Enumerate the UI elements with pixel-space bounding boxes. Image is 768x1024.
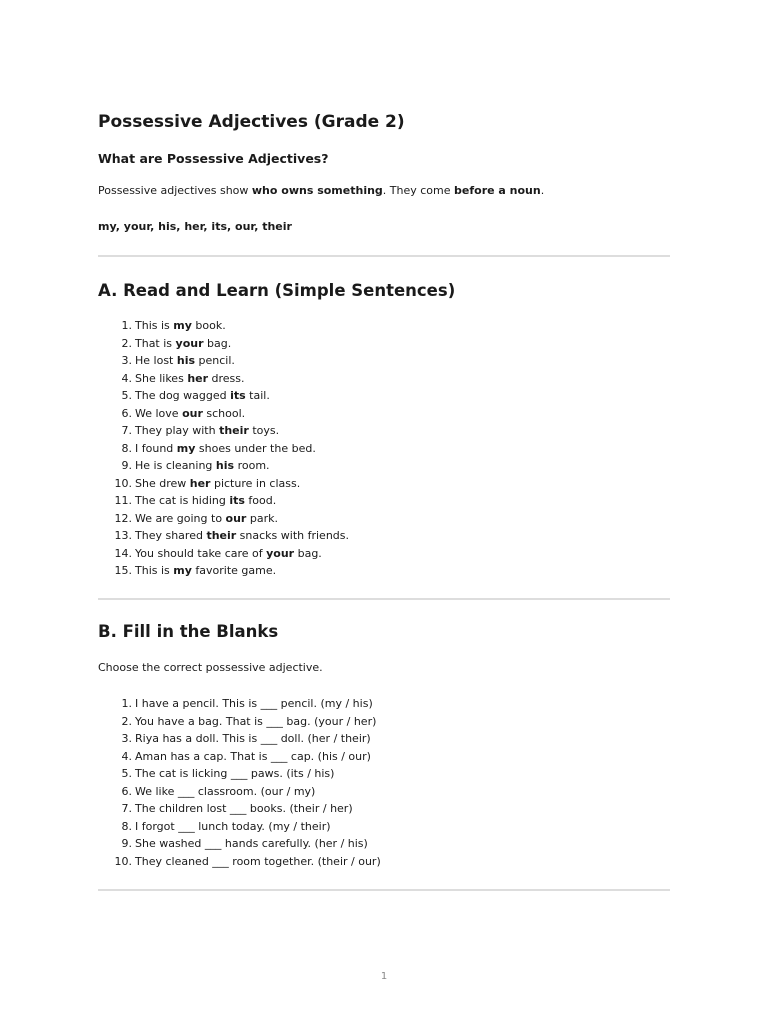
possessive-word: their [206,529,237,542]
item-text: This is [135,564,174,577]
possessive-word: its [230,389,246,402]
item-number: 10. [114,854,132,868]
item-text: Riya has a doll. This is ___ doll. (her / their) [135,732,371,745]
list-item [98,730,381,748]
list-item [98,695,381,713]
item-number: 8. [121,819,132,833]
item-number: 2. [121,336,132,350]
item-text: book. [191,319,226,332]
possessive-word: her [189,476,211,490]
item-number: 7. [121,802,132,815]
definition-text [98,183,544,199]
section-a-list [98,317,349,580]
list-item [98,853,381,871]
list-item [98,405,349,423]
section-b-list [98,695,381,870]
section-b-instruction: Choose the correct possessive adjective. [98,661,323,674]
item-text: tail. [245,389,270,402]
item-text: Aman has a cap. That is ___ cap. (his / our) [135,749,371,763]
item-text: You should take care of [135,546,267,560]
item-number: 14. [114,546,132,560]
item-text: bag. [294,546,322,560]
list-item [98,510,349,528]
list-item [98,562,349,580]
item-number: 1. [121,319,132,332]
item-text: favorite game. [191,564,277,577]
item-text: They play with [135,424,220,437]
item-number: 12. [114,511,132,525]
item-text: I forgot ___ lunch today. (my / their) [135,819,331,833]
item-text: snacks with friends. [236,529,350,542]
item-text: That is [135,336,176,350]
item-text: I have a pencil. This is ___ pencil. (my / his) [135,697,373,710]
item-text: She drew [135,476,190,490]
list-item [98,387,349,405]
definition-heading: What are Possessive Adjectives? [98,151,329,166]
intro-bold-1: who owns something [251,184,383,197]
item-number: 3. [121,354,132,367]
item-text: He is cleaning [135,459,216,472]
possessive-word: their [219,424,249,437]
possessive-word: its [229,494,245,507]
intro-text-3: . [540,184,545,197]
list-item [98,317,349,335]
item-text: The children lost ___ books. (their / her) [135,802,353,815]
list-item [98,492,349,510]
item-number: 1. [121,697,132,710]
item-text: They cleaned ___ room together. (their / our) [135,854,381,868]
item-number: 9. [121,837,132,850]
possessive-word: your [266,546,295,560]
item-number: 6. [121,406,132,420]
possessive-word-list: my, your, his, her, its, our, their [98,220,292,233]
item-text: The cat is hiding [135,494,230,507]
item-number: 11. [114,494,132,507]
possessive-word: your [175,336,204,350]
item-number: 6. [121,784,132,798]
item-number: 7. [121,424,132,437]
possessive-word: his [176,354,196,367]
divider [98,889,670,891]
section-a-heading: A. Read and Learn (Simple Sentences) [98,281,456,300]
item-text: pencil. [195,354,235,367]
possessive-word: our [225,511,247,525]
possessive-word: his [215,459,235,472]
item-text: She likes [135,371,188,385]
item-text: dress. [208,371,245,385]
item-text: bag. [203,336,232,350]
item-number: 5. [121,389,132,402]
item-number: 13. [114,529,132,542]
item-number: 4. [121,371,132,385]
list-item [98,713,381,731]
list-item [98,835,381,853]
item-text: She washed ___ hands carefully. (her / his) [135,837,368,850]
item-text: We are going to [135,511,226,525]
item-text: The cat is licking ___ paws. (its / his) [135,767,335,780]
list-item [98,527,349,545]
item-text: He lost [135,354,177,367]
intro-text-2: . They come [382,184,455,197]
item-text: picture in class. [210,476,301,490]
possessive-word: my [173,564,192,577]
list-item [98,800,381,818]
list-item [98,765,381,783]
list-item [98,335,349,353]
list-item [98,818,381,836]
item-text: toys. [248,424,280,437]
item-text: We like ___ classroom. (our / my) [135,784,316,798]
section-b-heading: B. Fill in the Blanks [98,622,279,641]
item-text: shoes under the bed. [195,441,316,455]
list-item [98,422,349,440]
list-item [98,748,381,766]
intro-bold-2: before a noun [454,184,541,197]
page-title: Possessive Adjectives (Grade 2) [98,112,405,132]
list-item [98,370,349,388]
item-text: school. [202,406,246,420]
possessive-word: my [173,319,192,332]
possessive-word: my [176,441,196,455]
item-number: 8. [121,441,132,455]
item-text: I found [135,441,177,455]
item-text: room. [234,459,270,472]
divider [98,255,670,257]
divider [98,598,670,600]
item-number: 4. [121,749,132,763]
item-text: They shared [135,529,207,542]
list-item [98,457,349,475]
page-number: 1 [380,971,388,982]
item-text: The dog wagged [135,389,231,402]
item-text: park. [246,511,278,525]
list-item [98,545,349,563]
item-text: We love [135,406,183,420]
item-text: You have a bag. That is ___ bag. (your / her) [135,714,377,728]
list-item [98,475,349,493]
item-number: 3. [121,732,132,745]
list-item [98,783,381,801]
intro-text-1: Possessive adjectives show [98,184,252,197]
item-number: 5. [121,767,132,780]
list-item [98,352,349,370]
item-text: This is [135,319,174,332]
item-number: 9. [121,459,132,472]
possessive-word: our [182,406,203,420]
possessive-word: her [187,371,209,385]
list-item [98,440,349,458]
item-number: 15. [114,564,132,577]
item-number: 2. [121,714,132,728]
item-text: food. [244,494,277,507]
item-number: 10. [114,476,132,490]
